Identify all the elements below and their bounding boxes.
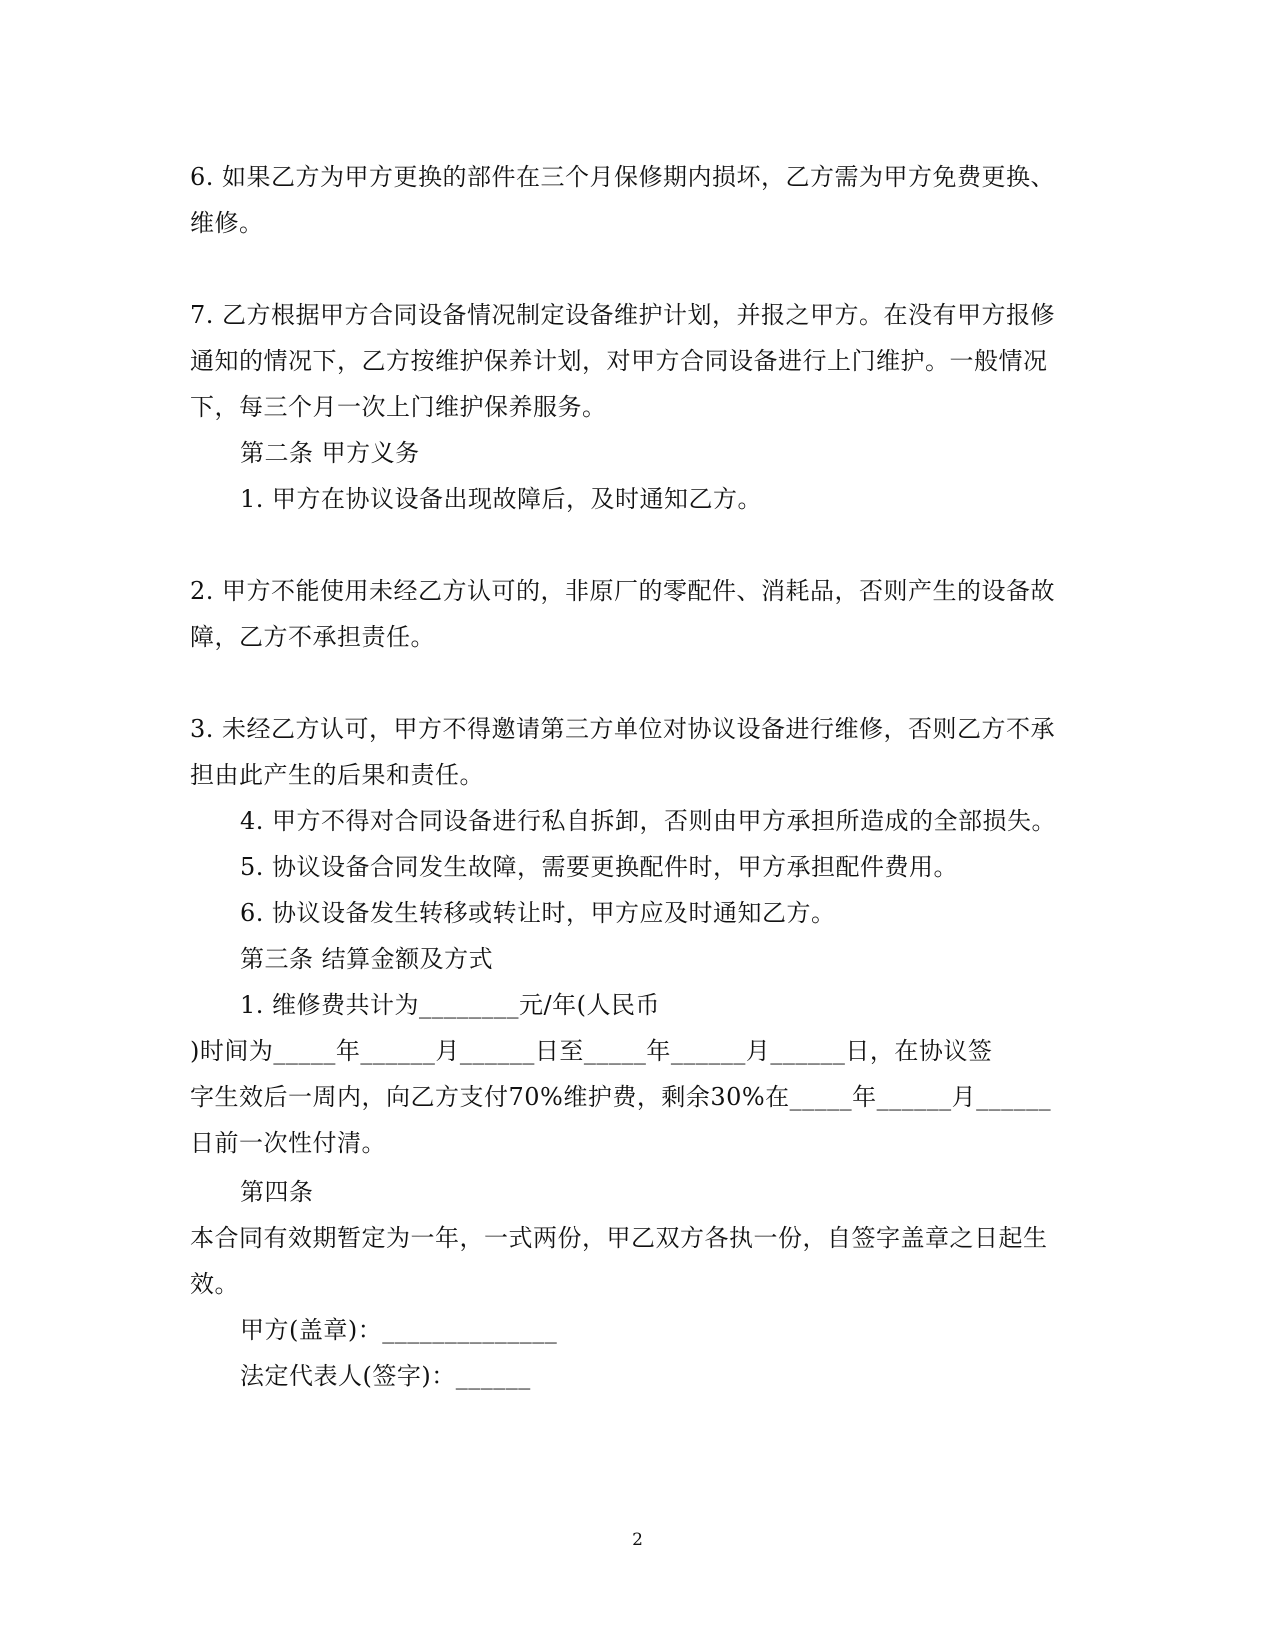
legal-representative-signature-field: 法定代表人(签字)：______ xyxy=(240,1362,531,1390)
article-2-item-1: 1. 甲方在协议设备出现故障后，及时通知乙方。 xyxy=(240,485,763,513)
article-4-line-1: 本合同有效期暂定为一年，一式两份，甲乙双方各执一份，自签字盖章之日起生 xyxy=(190,1224,1048,1252)
clause-6-line-2: 维修。 xyxy=(190,209,264,237)
article-3-item-1-line-3: 字生效后一周内，向乙方支付70%维护费，剩余30%在_____年______月______ xyxy=(190,1083,1052,1111)
article-4-line-2: 效。 xyxy=(190,1270,239,1298)
page-number: 2 xyxy=(632,1530,643,1550)
article-3-item-1-line-4: 日前一次性付清。 xyxy=(190,1129,386,1157)
article-3-item-1-line-1: 1. 维修费共计为________元/年(人民币 xyxy=(240,991,660,1019)
clause-7-line-2: 通知的情况下，乙方按维护保养计划，对甲方合同设备进行上门维护。一般情况 xyxy=(190,347,1048,375)
article-2-heading: 第二条 甲方义务 xyxy=(240,439,420,467)
article-3-heading: 第三条 结算金额及方式 xyxy=(240,945,494,973)
article-2-item-6: 6. 协议设备发生转移或转让时，甲方应及时通知乙方。 xyxy=(240,899,836,927)
clause-7-line-3: 下，每三个月一次上门维护保养服务。 xyxy=(190,393,607,421)
article-2-item-5: 5. 协议设备合同发生故障，需要更换配件时，甲方承担配件费用。 xyxy=(240,853,959,881)
article-4-heading: 第四条 xyxy=(240,1178,314,1206)
article-2-item-3-line-2: 担由此产生的后果和责任。 xyxy=(190,761,484,789)
article-2-item-3-line-1: 3. 未经乙方认可，甲方不得邀请第三方单位对协议设备进行维修，否则乙方不承 xyxy=(190,715,1056,743)
article-2-item-2-line-2: 障，乙方不承担责任。 xyxy=(190,623,435,651)
article-2-item-4: 4. 甲方不得对合同设备进行私自拆卸，否则由甲方承担所造成的全部损失。 xyxy=(240,807,1057,835)
party-a-seal-field: 甲方(盖章)：______________ xyxy=(240,1316,558,1344)
clause-7-line-1: 7. 乙方根据甲方合同设备情况制定设备维护计划，并报之甲方。在没有甲方报修 xyxy=(190,301,1056,329)
article-3-item-1-line-2: )时间为_____年______月______日至_____年______月______日，在协议签 xyxy=(190,1037,993,1065)
clause-6-line-1: 6. 如果乙方为甲方更换的部件在三个月保修期内损坏，乙方需为甲方免费更换、 xyxy=(190,163,1056,191)
article-2-item-2-line-1: 2. 甲方不能使用未经乙方认可的，非原厂的零配件、消耗品，否则产生的设备故 xyxy=(190,577,1056,605)
